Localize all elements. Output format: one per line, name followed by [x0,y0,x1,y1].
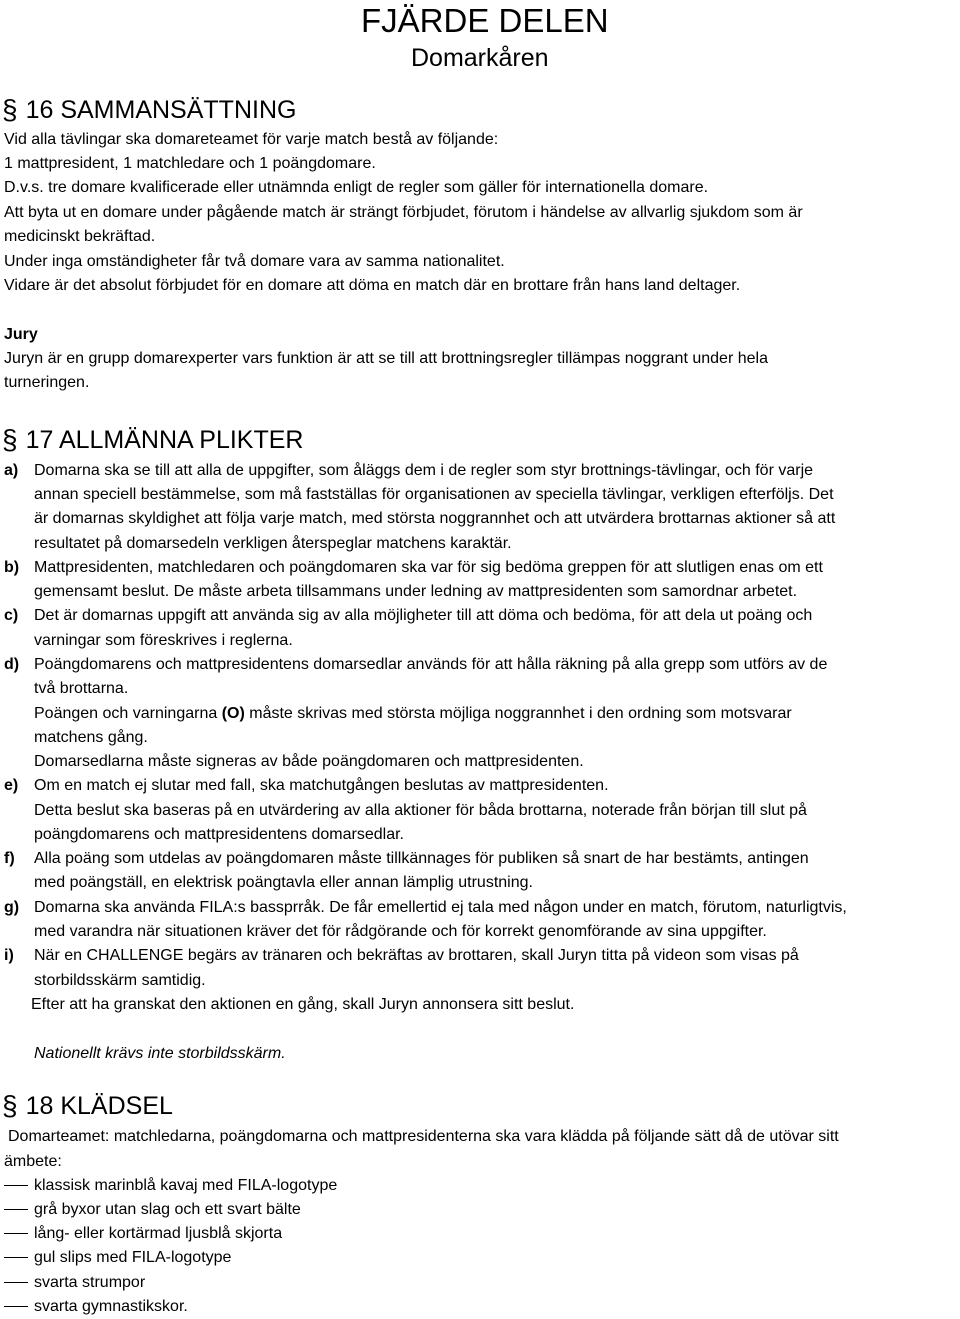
item-label: f) [4,850,15,867]
item-label: i) [4,947,14,964]
section-mark: § [2,424,18,455]
item-line: När en CHALLENGE begärs av tränaren och bekräftas av brottaren, skall Juryn titta på videon som visas på [34,947,799,964]
s18-intro: Domarteamet: matchledarna, poängdomarna och mattpresidenterna ska vara klädda på följande sätt då de utövar sitt [8,1128,839,1145]
national-note: Nationellt krävs inte storbildsskärm. [34,1045,286,1062]
list-item-text: gul slips med FILA-logotype [34,1249,232,1266]
section-18-heading [2,1090,173,1122]
item-line: med varandra när situationen kräver det för rådgörande och för korrekt genomförande av sina uppgifter. [34,923,767,940]
item-line: med poängställ, en elektrisk poängtavla eller annan lämplig utrustning. [34,874,533,891]
item-line: resultatet på domarsedeln verkligen återspeglar matchens karaktär. [34,535,512,552]
dash-bullet [4,1306,28,1307]
dash-bullet [4,1209,28,1210]
section-17-heading [2,424,303,456]
item-line: Domarna ska använda FILA:s bassprråk. De får emellertid ej tala med någon under en match, förutom, naturligtvis, [34,899,847,916]
item-label: d) [4,656,20,673]
list-item [4,1271,145,1295]
list-item-text: svarta strumpor [34,1274,146,1291]
item-line: Alla poäng som utdelas av poängdomaren måste tillkännages för publiken så snart de har bestämts, antingen [34,850,809,867]
s16-line: Under inga omständigheter får två domare vara av samma nationalitet. [4,253,505,270]
item-line: är domarnas skyldighet att följa varje match, med största noggrannhet och att utvärdera brottarnas aktioner så att [34,510,836,527]
item-line [34,702,792,726]
item-line: Om en match ej slutar med fall, ska matchutgången beslutas av mattpresidenten. [34,777,609,794]
jury-line: Juryn är en grupp domarexperter vars funktion är att se till att brottningsregler tillämpas noggrant under hela [4,350,768,367]
item-line: storbildsskärm samtidig. [34,972,206,989]
list-item [4,1174,337,1198]
dash-bullet [4,1185,28,1186]
section-16-title: 16 SAMMANSÄTTNING [25,95,297,124]
item-label: e) [4,777,19,794]
section-mark: § [2,94,18,125]
item-line: Efter att ha granskat den aktionen en gång, skall Juryn annonsera sitt beslut. [31,996,575,1013]
s16-line: Vidare är det absolut förbjudet för en domare att döma en match där en brottare från hans land deltager. [4,277,741,294]
section-17-title: 17 ALLMÄNNA PLIKTER [25,425,304,454]
item-line: varningar som föreskrives i reglerna. [34,632,293,649]
list-item [4,1246,231,1270]
item-line: Domarna ska se till att alla de uppgifter, som åläggs dem i de regler som styr brottnings-tävlingar, och för varje [34,462,814,479]
jury-line: turneringen. [4,374,90,391]
bold-insert: (O) [221,705,245,722]
item-label: c) [4,607,19,624]
part-title: FJÄRDE DELEN [361,2,609,39]
item-line: två brottarna. [34,680,129,697]
part-subtitle: Domarkåren [411,44,549,72]
item-line: Mattpresidenten, matchledaren och poängdomaren ska var för sig bedöma greppen för att slutligen enas om ett [34,559,823,576]
item-line: Detta beslut ska baseras på en utvärdering av alla aktioner för båda brottarna, noterade från början till slut på [34,802,807,819]
section-16-heading [2,94,296,126]
item-label: g) [4,899,20,916]
item-line: annan speciell bestämmelse, som må fastställas för organisationen av speciella tävlingar, verkligen efterföljs. Det [34,486,834,503]
s16-line: Vid alla tävlingar ska domareteamet för varje match bestå av följande: [4,131,499,148]
item-line: Poängdomarens och mattpresidentens domarsedlar används för att hålla räkning på alla grepp som utförs av de [34,656,828,673]
list-item [4,1222,282,1246]
s16-line: 1 mattpresident, 1 matchledare och 1 poängdomare. [4,155,376,172]
item-line: matchens gång. [34,729,148,746]
s18-intro: ämbete: [4,1153,62,1170]
section-18-title: 18 KLÄDSEL [25,1091,173,1120]
item-line: Domarsedlarna måste signeras av både poängdomaren och mattpresidenten. [34,753,584,770]
s16-line: medicinskt bekräftad. [4,228,156,245]
item-line: Det är domarnas uppgift att använda sig av alla möjligheter till att döma och bedöma, för att dela ut poäng och [34,607,813,624]
list-item [4,1295,188,1319]
item-line: poängdomarens och mattpresidentens domarsedlar. [34,826,404,843]
s16-line: D.v.s. tre domare kvalificerade eller utnämnda enligt de regler som gäller för internationella domare. [4,179,709,196]
s16-line: Att byta ut en domare under pågående match är strängt förbjudet, förutom i händelse av allvarlig sjukdom som är [4,204,803,221]
item-label: b) [4,559,20,576]
section-mark: § [2,1090,18,1121]
list-item-text: lång- eller kortärmad ljusblå skjorta [34,1225,283,1242]
item-text: måste skrivas med största möjliga noggrannhet i den ordning som motsvarar [244,705,792,722]
list-item [4,1198,301,1222]
list-item-text: grå byxor utan slag och ett svart bälte [34,1201,301,1218]
list-item-text: klassisk marinblå kavaj med FILA-logotype [34,1177,338,1194]
jury-heading: Jury [4,326,38,343]
dash-bullet [4,1233,28,1234]
list-item-text: svarta gymnastikskor. [34,1298,188,1315]
item-line: gemensamt beslut. De måste arbeta tillsammans under ledning av mattpresidenten som samordnar arbetet. [34,583,798,600]
dash-bullet [4,1282,28,1283]
item-label: a) [4,462,19,479]
dash-bullet [4,1257,28,1258]
item-text: Poängen och varningarna [34,705,222,722]
